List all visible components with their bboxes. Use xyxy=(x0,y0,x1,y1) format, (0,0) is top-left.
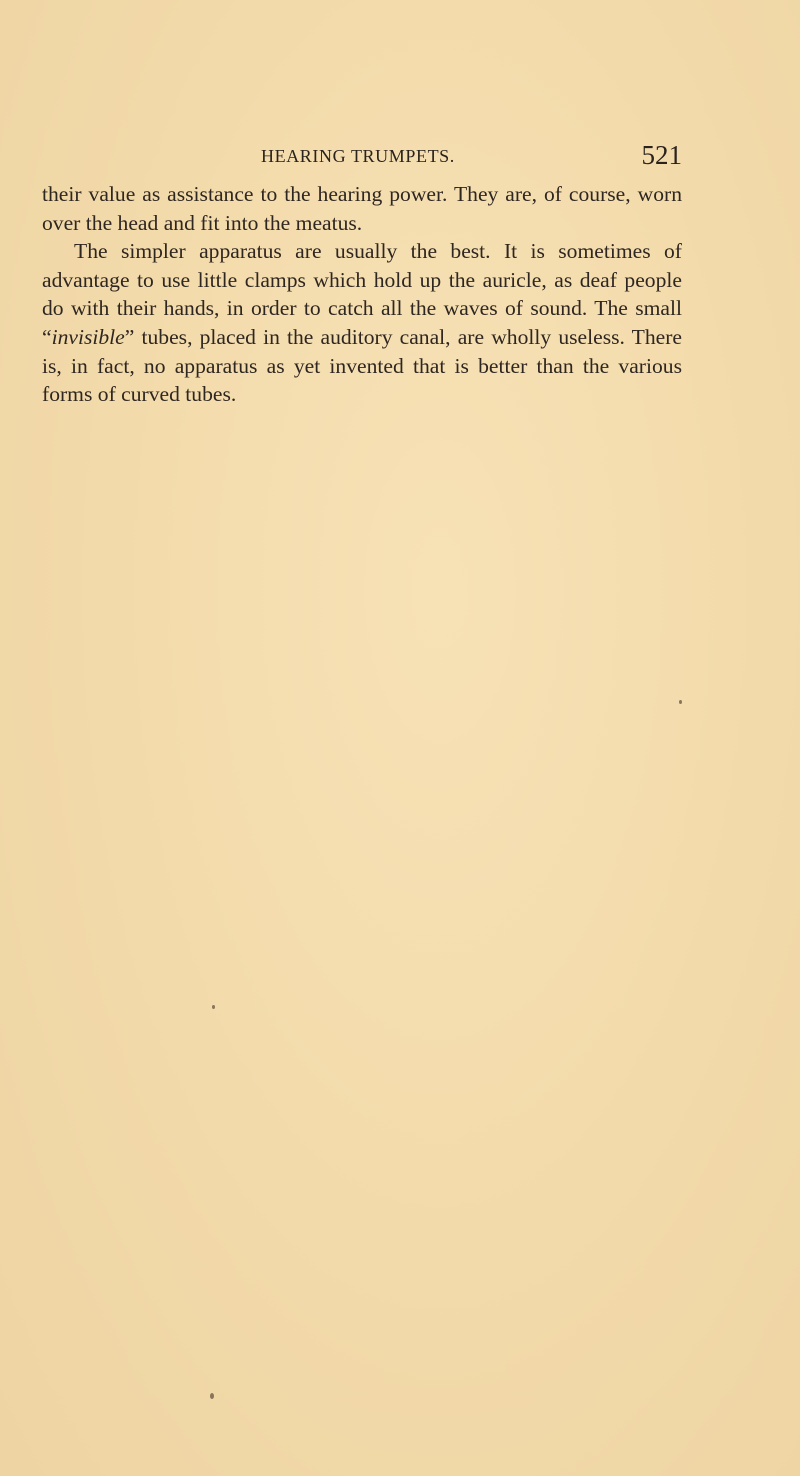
main-paragraph xyxy=(42,237,682,409)
running-head xyxy=(116,140,682,170)
paper-speck xyxy=(210,1393,214,1399)
emphasized-word: invisible xyxy=(51,324,125,349)
page-number: 521 xyxy=(641,140,682,170)
paper-speck xyxy=(679,700,682,704)
running-title: HEARING TRUMPETS. xyxy=(261,146,455,166)
body-text xyxy=(42,180,682,409)
paper-speck xyxy=(212,1005,215,1009)
continuation-paragraph: their value as assistance to the hearing power. They are, of course, worn over the head and fit into the meatus. xyxy=(42,182,682,235)
paragraph-text-part-1: The simpler apparatus are usually the best. It is sometimes of advantage to use little clamps which hold up the auricle, as deaf people do with their hands, in order to catch all the waves of sound. The small “ xyxy=(42,239,682,349)
paragraph-text-part-2: ” tubes, placed in the auditory canal, are wholly useless. There is, in fact, no apparatus as yet invented that is better than the various forms of curved tubes. xyxy=(42,324,682,407)
